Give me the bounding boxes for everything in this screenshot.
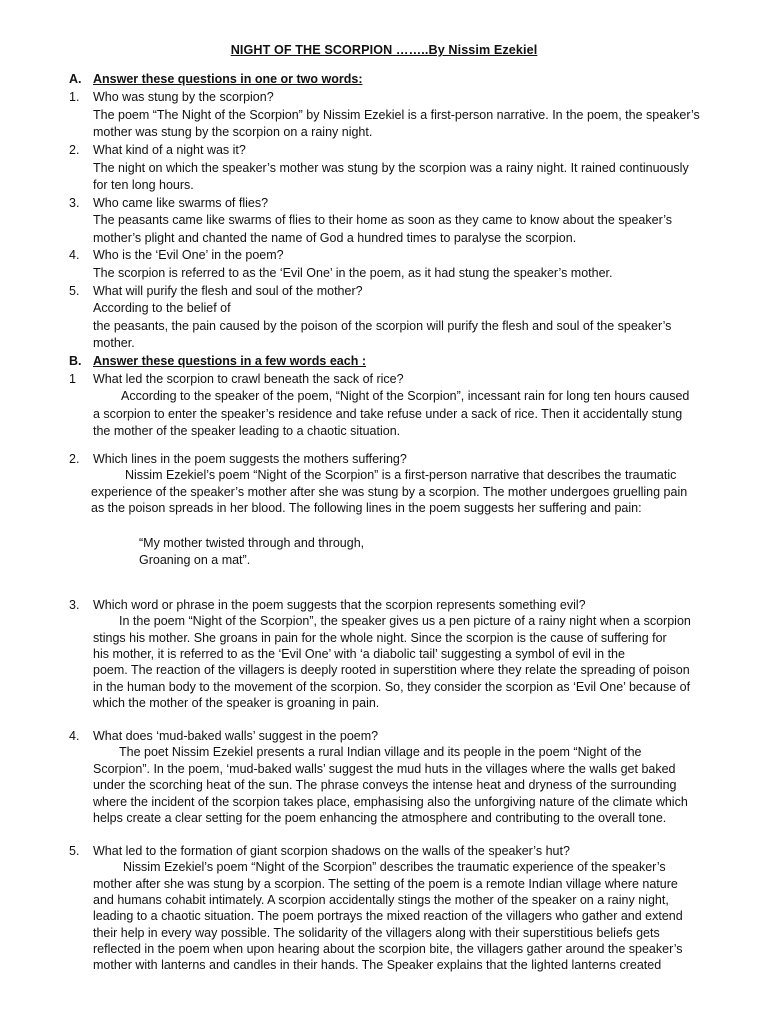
question-text: What led to the formation of giant scorpion shadows on the walls of the speaker’s hut? (93, 844, 570, 858)
question-number: 2. (69, 143, 80, 157)
question-number: 5. (69, 844, 80, 858)
quote-line: “My mother twisted through and through, (139, 536, 365, 550)
quote-line: Groaning on a mat”. (139, 553, 251, 567)
answer-line: in the human body to the movement of the scorpion. So, they consider the scorpion as ‘Evil One’ because of (93, 680, 691, 694)
question-text: What kind of a night was it? (93, 143, 246, 157)
answer-line: helps create a clear setting for the poem enhancing the atmosphere and contributing to the overall tone. (93, 811, 667, 825)
answer-line: the peasants, the pain caused by the poison of the scorpion will purify the flesh and soul of the speaker’s (93, 319, 672, 333)
answer-line: According to the speaker of the poem, “Night of the Scorpion”, incessant rain for long ten hours caused (121, 389, 690, 403)
question-number: 1. (69, 90, 80, 104)
answer-line: The poet Nissim Ezekiel presents a rural Indian village and its people in the poem “Night of the (119, 745, 642, 759)
answer-line: According to the belief of (93, 301, 231, 315)
answer-line: which the mother of the speaker is groaning in pain. (93, 696, 380, 710)
question-text: Who is the ‘Evil One’ in the poem? (93, 248, 284, 262)
answer-line: his mother, it is referred to as the ‘Evil One’ with ‘a diabolic tail’ suggesting a symbol of evil in the (93, 647, 625, 661)
answer-line: In the poem “Night of the Scorpion”, the speaker gives us a pen picture of a rainy night when a scorpion (119, 614, 691, 628)
answer-line: poem. The reaction of the villagers is deeply rooted in superstition where they relate the spreading of poison (93, 663, 690, 677)
answer-line: their help in every way possible. The solidarity of the villagers along with their superstitious beliefs gets (93, 926, 660, 940)
answer-line: a scorpion to enter the speaker’s residence and take refuse under a sack of rice. Then it accidentally stung (93, 407, 683, 421)
answer-line: for ten long hours. (93, 178, 194, 192)
answer-line: The peasants came like swarms of flies to their home as soon as they came to know about the speaker’s (93, 213, 672, 227)
page-title: NIGHT OF THE SCORPION ……..By Nissim Ezekiel (230, 43, 538, 57)
answer-line: the mother of the speaker leading to a chaotic situation. (93, 424, 401, 438)
question-number: 2. (69, 452, 80, 466)
question-number: 3. (69, 196, 80, 210)
answer-line: where the incident of the scorpion takes place, emphasising also the unforgiving nature of the climate which (93, 795, 688, 809)
section-a-heading: Answer these questions in one or two words: (93, 72, 363, 86)
answer-line: Scorpion”. In the poem, ‘mud-baked walls’ suggest the mud huts in the villages where the walls get baked (93, 762, 676, 776)
answer-line: mother. (93, 336, 135, 350)
question-text: What led the scorpion to crawl beneath the sack of rice? (93, 372, 404, 386)
section-b-heading: Answer these questions in a few words each : (93, 354, 366, 368)
answer-line: leading to a chaotic situation. The poem portrays the mixed reaction of the villagers who gather and extend (93, 909, 683, 923)
question-text: What does ‘mud-baked walls’ suggest in the poem? (93, 729, 379, 743)
question-text: Who was stung by the scorpion? (93, 90, 274, 104)
answer-line: Nissim Ezekiel’s poem “Night of the Scorpion” describes the traumatic experience of the speaker’s (123, 860, 666, 874)
question-text: Who came like swarms of flies? (93, 196, 269, 210)
answer-line: and humans cohabit intimately. A scorpion accidentally stings the mother of the speaker on a rainy night, (93, 893, 669, 907)
answer-line: The poem “The Night of the Scorpion” by Nissim Ezekiel is a first-person narrative. In the poem, the speaker’s (93, 108, 700, 122)
answer-line: stings his mother. She groans in pain for the whole night. Since the scorpion is the cause of suffering for (93, 631, 667, 645)
answer-line: mother after she was stung by a scorpion. The setting of the poem is a remote Indian village where nature (93, 877, 678, 891)
answer-line: reflected in the poem when upon hearing about the scorpion bite, the villagers gather around the speaker’s (93, 942, 683, 956)
question-text: Which lines in the poem suggests the mothers suffering? (93, 452, 407, 466)
question-text: Which word or phrase in the poem suggests that the scorpion represents something evil? (93, 598, 586, 612)
answer-line: The night on which the speaker’s mother was stung by the scorpion was a rainy night. It rained continuously (93, 161, 689, 175)
question-number: 4. (69, 729, 80, 743)
answer-line: mother was stung by the scorpion on a rainy night. (93, 125, 373, 139)
section-b-marker: B. (69, 354, 82, 368)
question-number: 4. (69, 248, 80, 262)
question-number: 5. (69, 284, 80, 298)
question-number: 1 (69, 372, 76, 386)
answer-line: experience of the speaker’s mother after she was stung by a scorpion. The mother undergoes gruelling pain (91, 485, 688, 499)
answer-line: as the poison spreads in her blood. The following lines in the poem suggests her suffering and pain: (91, 501, 642, 515)
answer-line: The scorpion is referred to as the ‘Evil One’ in the poem, as it had stung the speaker’s mother. (93, 266, 613, 280)
question-number: 3. (69, 598, 80, 612)
section-a-marker: A. (69, 72, 82, 86)
question-text: What will purify the flesh and soul of the mother? (93, 284, 363, 298)
answer-line: mother’s plight and chanted the name of God a hundred times to paralyse the scorpion. (93, 231, 577, 245)
answer-line: under the scorching heat of the sun. The phrase conveys the intense heat and dryness of the surrounding (93, 778, 677, 792)
answer-line: Nissim Ezekiel’s poem “Night of the Scorpion” is a first-person narrative that describes the traumatic (125, 468, 677, 482)
answer-line: mother with lanterns and candles in their hands. The Speaker explains that the lighted lanterns created (93, 958, 662, 972)
